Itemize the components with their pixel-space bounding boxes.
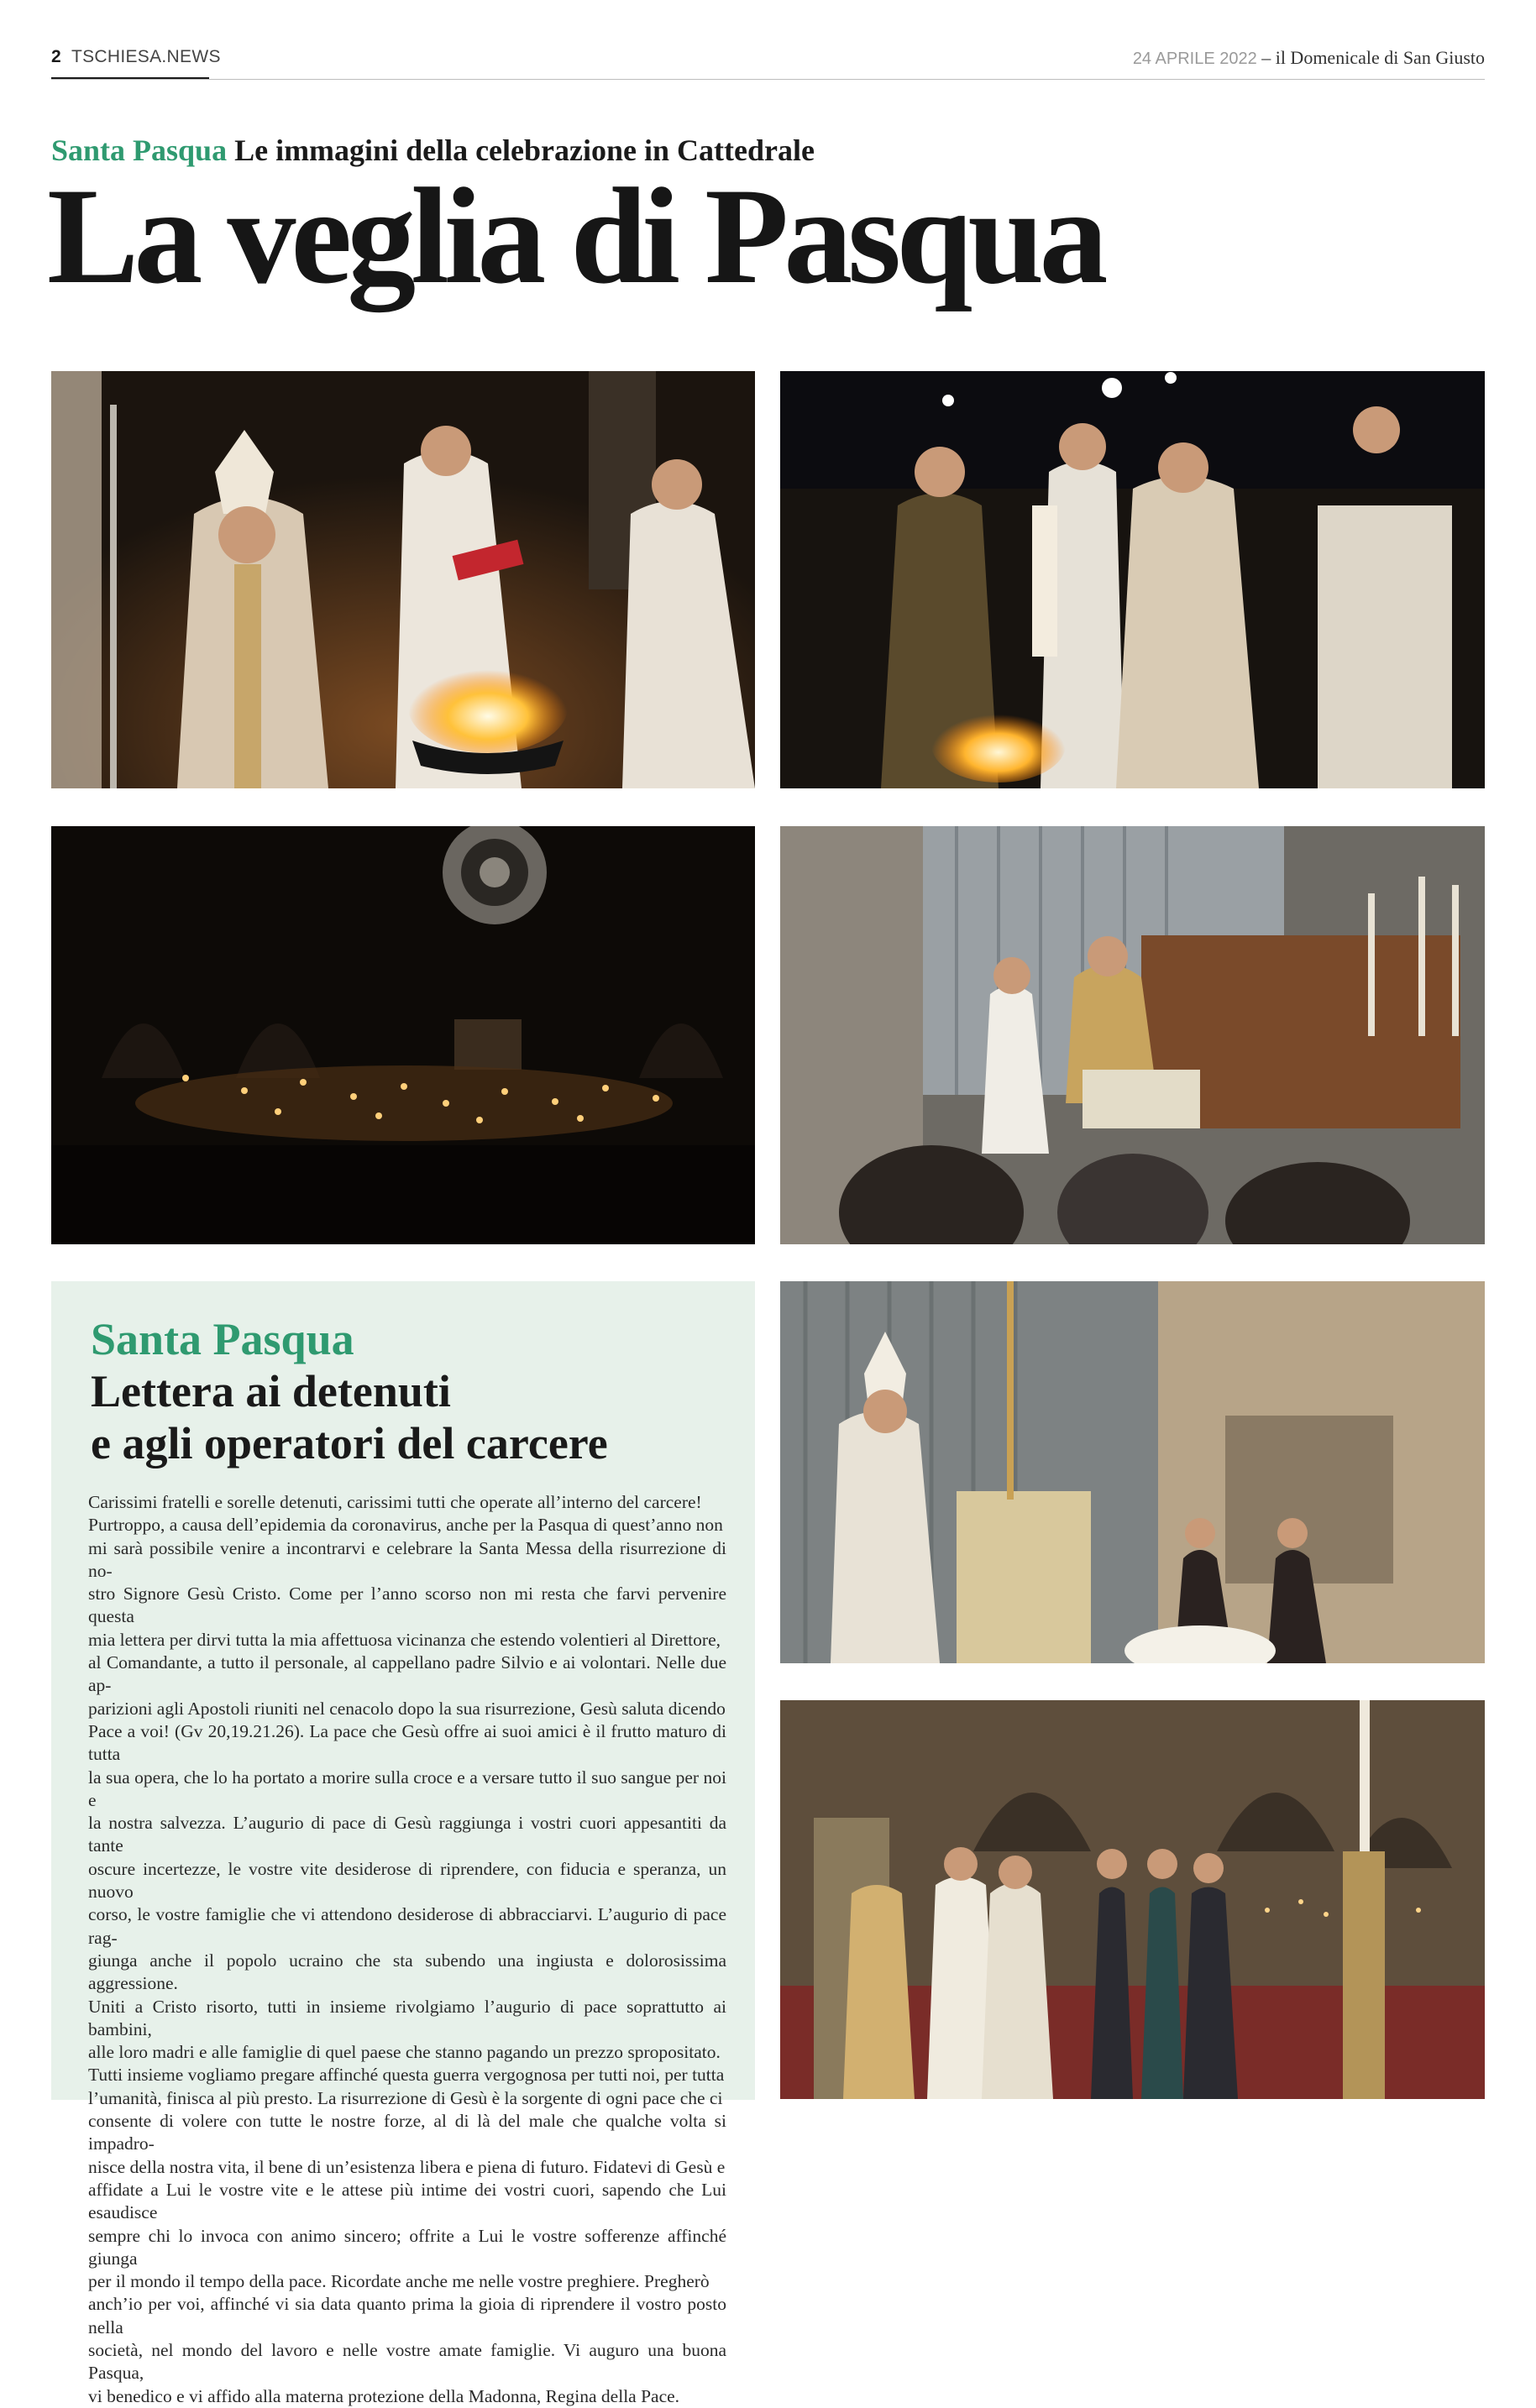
letter-title: [91, 1365, 746, 1469]
letter-line: l’umanità, finisca al più presto. La risurrezione di Gesù è la sorgente di ogni pace che ci: [88, 2087, 723, 2108]
letter-line: stro Signore Gesù Cristo. Come per l’anno scorso non mi resta che farvi pervenire questa: [88, 1584, 726, 1627]
letter-line: vi benedico e vi affido alla materna protezione della Madonna, Regina della Pace.: [88, 2385, 680, 2406]
letter-box: [51, 1281, 755, 2406]
letter-line: mia lettera per dirvi tutta la mia affettuosa vicinanza che estendo volentieri al Direttore,: [88, 1629, 721, 1650]
letter-kicker: Santa Pasqua: [91, 1314, 354, 1364]
photo-baptism-in-nave: [780, 1700, 1485, 2099]
letter-line: corso, le vostre famiglie che vi attendono desiderose di abbracciarvi. L’augurio di pace rag-: [88, 1904, 726, 1948]
letter-line: affidate a Lui le vostre vite e le attese più intime dei vostri cuori, sapendo che Lui esaudisce: [88, 2179, 726, 2223]
publication-name: il Domenicale di San Giusto: [1275, 47, 1485, 68]
letter-line: società, nel mondo del lavoro e nelle vostre amate famiglie. Vi auguro una buona Pasqua,: [88, 2339, 726, 2384]
letter-line: la sua opera, che lo ha portato a morire sulla croce e a versare tutto il suo sangue per noi e: [88, 1767, 726, 1810]
issue-info: [1133, 47, 1485, 69]
letter-line: Pace a voi! (Gv 20,19.21.26). La pace che Gesù offre ai suoi amici è il frutto maturo di tutta: [88, 1720, 726, 1765]
photo-deacon-at-altar: [780, 826, 1485, 1244]
letter-line: nisce della nostra vita, il bene di un’esistenza libera e piena di futuro. Fidatevi di Gesù e: [88, 2156, 726, 2177]
letter-line: parizioni agli Apostoli riuniti nel cenacolo dopo la sua risurrezione, Gesù saluta dicendo: [88, 1698, 726, 1719]
letter-line: per il mondo il tempo della pace. Ricordate anche me nelle vostre preghiere. Pregherò: [88, 2271, 710, 2292]
letter-line: alle loro madri e alle famiglie di quel paese che stanno pagando un prezzo spropositato.: [88, 2042, 721, 2063]
letter-line: al Comandante, a tutto il personale, al cappellano padre Silvio e ai volontari. Nelle due ap-: [88, 1652, 726, 1696]
kicker-text: Le immagini della celebrazione in Cattedrale: [227, 133, 815, 167]
photo-bishop-blessing-fire: [51, 371, 755, 788]
letter-title-line: e agli operatori del carcere: [91, 1418, 608, 1468]
kicker-section: Santa Pasqua: [51, 133, 228, 167]
letter-title-line: Lettera ai detenuti: [91, 1366, 451, 1416]
letter-line: Uniti a Cristo risorto, tutti in insieme rivolgiamo l’augurio di pace soprattutto ai bambini,: [88, 1996, 726, 2039]
letter-line: Purtroppo, a causa dell’epidemia da coronavirus, anche per la Pasqua di quest’anno non: [88, 1515, 723, 1536]
letter-body: [88, 1491, 726, 2408]
letter-line: sempre chi lo invoca con animo sincero; offrite a Lui le vostre sofferenze affinché giunga: [88, 2225, 726, 2269]
letter-line: giunga anche il popolo ucraino che sta subendo una ingiusta e dolorosissima aggressione.: [88, 1950, 726, 1994]
photo-bishop-homily-ambo: [780, 1281, 1485, 1663]
issue-date: 24 APRILE 2022: [1132, 50, 1257, 68]
letter-line: anch’io per voi, affinché vi sia data quanto prima la gioia di riprendere il vostro posto nella: [88, 2294, 726, 2337]
photo-paschal-candle-lighting: [780, 371, 1485, 788]
letter-line: la nostra salvezza. L’augurio di pace di Gesù raggiunga i vostri cuori appesantiti da tante: [88, 1813, 726, 1856]
header-rule: [51, 79, 1485, 80]
letter-line: mi sarà possibile venire a incontrarvi e celebrare la Santa Messa della risurrezione di no-: [88, 1537, 726, 1581]
letter-line: consente di volere con tutte le nostre forze, al di là del male che qualche volta si impadro-: [88, 2111, 726, 2154]
page-number: 2: [51, 47, 61, 66]
letter-line: oscure incertezze, le vostre vite desiderose di riprendere, con fiducia e speranza, un nuovo: [88, 1858, 726, 1903]
site-name[interactable]: TSCHIESA.NEWS: [71, 47, 221, 66]
letter-line: Carissimi fratelli e sorelle detenuti, carissimi tutti che operate all’interno del carcere!: [88, 1492, 702, 1512]
photo-dark-cathedral-candles: [51, 826, 755, 1244]
letter-line: Tutti insieme vogliamo pregare affinché questa guerra vergognosa per tutti noi, per tutta: [88, 2065, 725, 2086]
page-title: La veglia di Pasqua: [47, 160, 1104, 312]
issue-separator: –: [1256, 47, 1276, 68]
